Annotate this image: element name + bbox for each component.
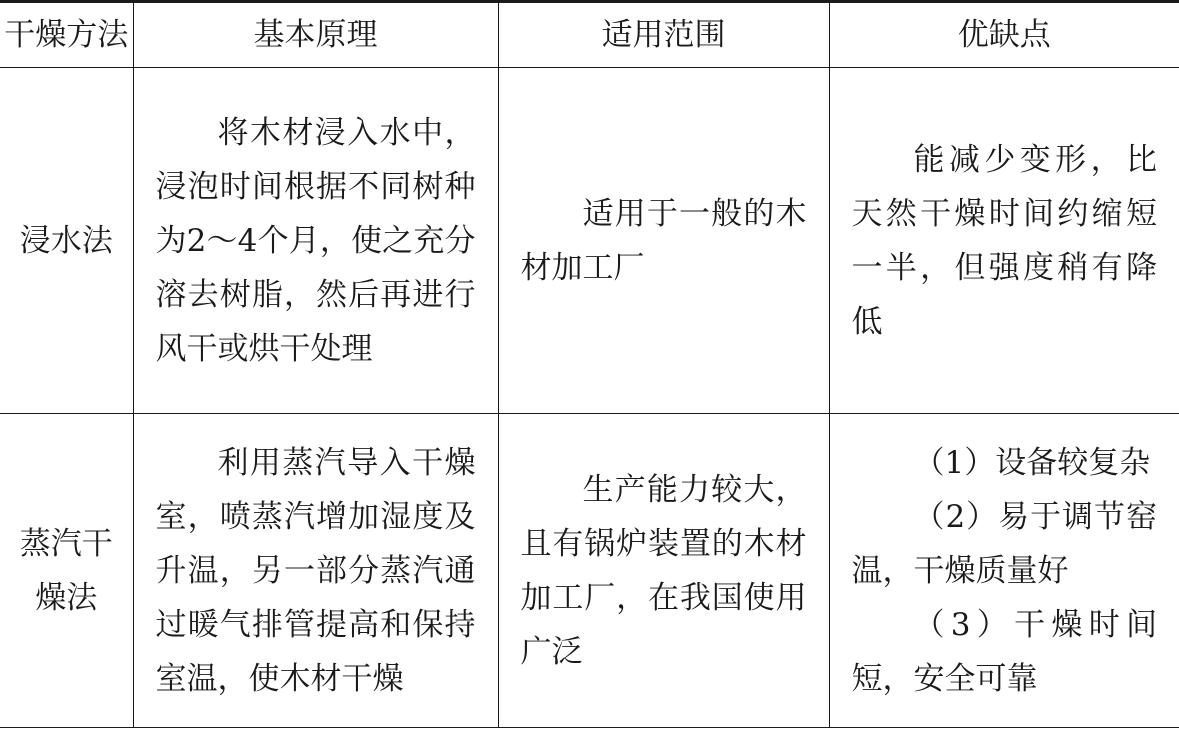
method-cell: 浸水法 — [0, 68, 133, 414]
scope-cell: 生产能力较大，且有锅炉装置的木材加工厂，在我国使用广泛 — [498, 414, 829, 728]
header-pros-cons: 优缺点 — [829, 2, 1179, 68]
principle-cell: 将木材浸入水中，浸泡时间根据不同树种为2～4个月，使之充分溶去树脂，然后再进行风干或烘干处理 — [133, 68, 498, 414]
pros-cons-cell — [829, 68, 1179, 414]
pros-cons-item: （1）设备较复杂 — [913, 444, 1151, 481]
pros-cons-item: （2）易于调节窑温，干燥质量好 — [851, 498, 1157, 589]
header-scope: 适用范围 — [498, 2, 829, 68]
principle-cell: 利用蒸汽导入干燥室，喷蒸汽增加湿度及升温，另一部分蒸汽通过暖气排管提高和保持室温，使木材干燥 — [133, 414, 498, 728]
scope-cell: 适用于一般的木材加工厂 — [498, 68, 829, 414]
pros-cons-item: （3）干燥时间短，安全可靠 — [851, 606, 1157, 697]
pros-cons-item: 能减少变形，比天然干燥时间约缩短一半，但强度稍有降低 — [851, 141, 1157, 340]
table-row — [0, 414, 1179, 728]
header-principle: 基本原理 — [133, 2, 498, 68]
header-method: 干燥方法 — [0, 2, 133, 68]
table-row — [0, 68, 1179, 414]
header-row — [0, 2, 1179, 68]
method-cell: 蒸汽干燥法 — [0, 414, 133, 728]
pros-cons-cell — [829, 414, 1179, 728]
